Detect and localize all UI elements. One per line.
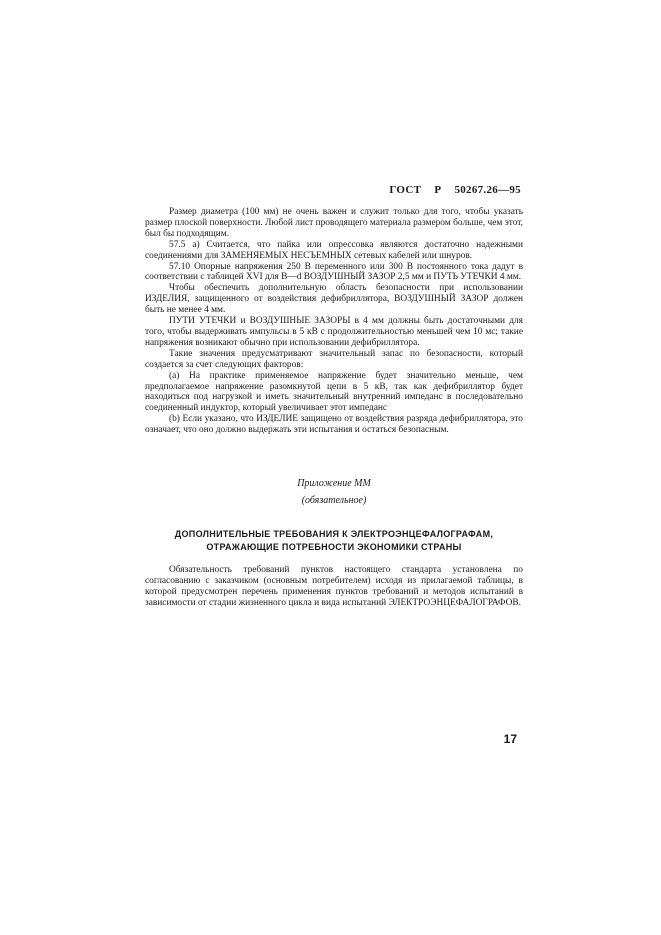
standard-type: ГОСТ — [389, 184, 422, 196]
appendix-title: Приложение ММ — [297, 478, 371, 489]
standard-number: 50267.26—95 — [454, 184, 521, 196]
paragraph: (b) Если указано, что ИЗДЕЛИЕ защищено от воздействия разряда дефибриллятора, это означает, что оно должно выдержать эти испытания и остаться безопасным. — [145, 414, 523, 436]
document-header — [389, 184, 521, 196]
paragraph: ПУТИ УТЕЧКИ и ВОЗДУШНЫЕ ЗАЗОРЫ в 4 мм должны быть достаточными для того, чтобы выдерживать импульсы в 5 кВ с продолжительностью меньшей чем 10 мс; такие напряжения возникают обычно при использовании дефибриллятора. — [145, 316, 523, 348]
paragraph: Такие значения предусматривают значительный запас по безопасности, который создается за счет следующих факторов: — [145, 348, 523, 370]
section-heading — [150, 528, 518, 554]
paragraph: Размер диаметра (100 мм) не очень важен и служит только для того, чтобы указать размер плоской поверхности. Любой лист проводящего материала размером больше, чем этот, был бы подходящим. — [145, 207, 523, 239]
paragraph: (а) На практике применяемое напряжение будет значительно меньше, чем предполагаемое напряжение разомкнутой цепи в 5 кВ, так как дефибриллятор будет находиться под нагрузкой и иметь значительный внутренний импеданс в последовательно соединенный индуктор, который увеличивает этот импеданс — [145, 370, 523, 414]
heading-line: ОТРАЖАЮЩИЕ ПОТРЕБНОСТИ ЭКОНОМИКИ СТРАНЫ — [206, 542, 462, 552]
main-text — [145, 207, 523, 436]
paragraph: Чтобы обеспечить дополнительную область безопасности при использовании ИЗДЕЛИЯ, защищенного от воздействия дефибриллятора, ВОЗДУШНЫЙ ЗАЗОР должен быть не менее 4 мм. — [145, 283, 523, 316]
appendix-subtitle: (обязательное) — [301, 495, 367, 506]
heading-line: ДОПОЛНИТЕЛЬНЫЕ ТРЕБОВАНИЯ К ЭЛЕКТРОЭНЦЕФАЛОГРАФАМ, — [174, 529, 494, 539]
appendix-text — [145, 565, 523, 609]
paragraph: Обязательность требований пунктов настоящего стандарта установлена по согласованию с заказчиком (основным потребителем) исходя из прилагаемой таблицы, в которой предусмотрен перечень применения пунктов требований и методов испытаний в зависимости от стадии жизненного цикла и вида испытаний ЭЛЕКТРОЭНЦЕФАЛОГРАФОВ. — [145, 565, 523, 608]
standard-letter: Р — [434, 184, 442, 196]
paragraph: 57.5 а) Считается, что пайка или опрессовка являются достаточно надежными соединениями для ЗАМЕНЯЕМЫХ НЕСЪЕМНЫХ сетевых кабелей или шнуров. — [145, 239, 523, 261]
page-number: 17 — [503, 732, 517, 746]
appendix-label — [145, 475, 523, 509]
paragraph: 57.10 Опорные напряжения 250 В переменного или 300 В постоянного тока дадут в соответствии с таблицей XVI для В—d ВОЗДУШНЫЙ ЗАЗОР 2,5 мм и ПУТЬ УТЕЧКИ 4 мм. — [145, 261, 523, 283]
